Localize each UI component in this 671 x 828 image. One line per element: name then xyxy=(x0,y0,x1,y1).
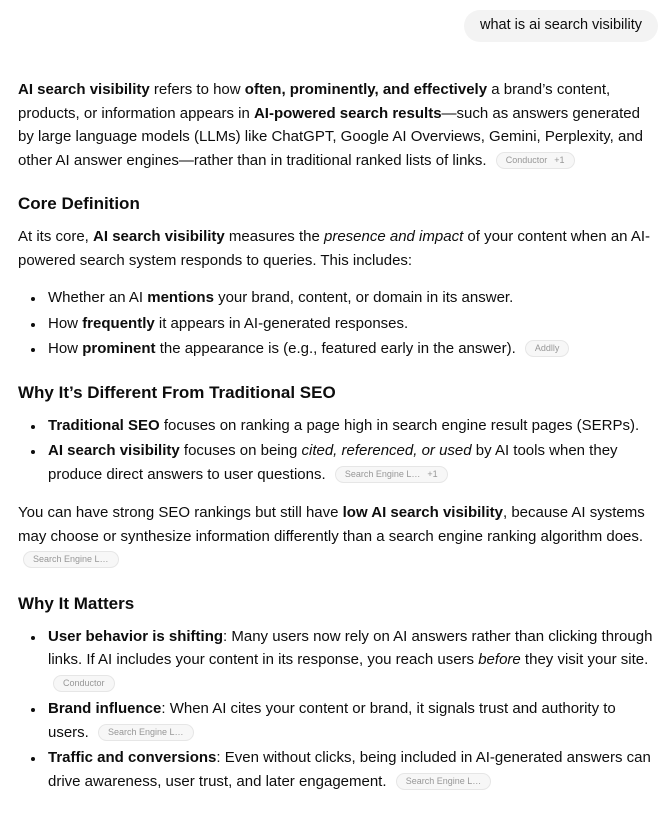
text-run: Traditional SEO xyxy=(48,416,160,434)
user-message-bubble: what is ai search visibility xyxy=(464,10,658,42)
citation-source-label: Conductor xyxy=(63,677,105,688)
text-run: presence and impact xyxy=(323,228,464,246)
text-run: AI-powered search results xyxy=(253,104,442,122)
assistant-message xyxy=(18,78,653,793)
list-item xyxy=(45,414,653,437)
bullet-list xyxy=(18,625,653,793)
text-run: User behavior is shifting xyxy=(48,627,224,645)
text-run: —such as answers generated by large language models (LLMs) like ChatGPT, Google AI Overviews, Gemini, Perplexity, and other AI answer engines—rather than in traditional ranked lists of links. xyxy=(18,104,644,169)
citation-source-label: Search Engine L… xyxy=(108,726,184,737)
text-run: refers to how xyxy=(149,81,245,99)
list-item xyxy=(45,625,653,695)
text-run: measures the xyxy=(224,228,324,246)
citation-source-label: Search Engine L… xyxy=(344,468,421,479)
text-run: Brand influence xyxy=(48,700,162,718)
text-run: mentions xyxy=(147,289,214,307)
citation-source-label: Search Engine L… xyxy=(33,554,109,565)
list-item xyxy=(45,337,653,360)
list-item xyxy=(45,312,653,335)
citation-badge[interactable] xyxy=(396,773,492,790)
citation-source-label: Addlly xyxy=(534,343,560,354)
text-run: it appears in AI-generated responses. xyxy=(154,314,409,332)
text-run: prominent xyxy=(82,340,156,358)
citation-source-label: Search Engine L… xyxy=(405,775,482,786)
text-run: AI search visibility xyxy=(18,81,150,99)
citation-badge[interactable] xyxy=(98,724,194,741)
paragraph xyxy=(18,78,653,172)
text-run: At its core, xyxy=(18,228,94,246)
citation-badge[interactable] xyxy=(335,466,448,483)
text-run: focuses on being xyxy=(179,442,302,460)
list-item xyxy=(45,697,653,744)
citation-count: +1 xyxy=(554,154,565,165)
bullet-list xyxy=(18,286,653,360)
text-run: You can have strong SEO rankings but still have xyxy=(18,504,343,522)
text-run: AI search visibility xyxy=(93,228,225,246)
text-run: frequently xyxy=(82,314,155,332)
text-run: : Even without clicks, being included in AI-generated answers can drive awareness, user trust, and later engagement. xyxy=(48,749,651,790)
text-run: a brand’s content, products, or information appears in xyxy=(18,81,611,122)
section-heading: Why It’s Different From Traditional SEO xyxy=(18,382,336,402)
text-run: often, prominently, and effectively xyxy=(244,81,488,99)
text-run: cited, referenced, or used xyxy=(301,442,472,460)
citation-badge[interactable] xyxy=(23,551,119,568)
list-item xyxy=(45,286,653,309)
text-run: How xyxy=(48,340,83,358)
list-item xyxy=(45,746,653,793)
text-run: , because AI systems may choose or synthesize information differently than a search engine ranking algorithm does. xyxy=(18,504,645,545)
text-run: before xyxy=(478,651,521,669)
text-run: low AI search visibility xyxy=(342,504,503,522)
section-heading: Core Definition xyxy=(18,194,140,214)
paragraph xyxy=(18,501,653,571)
citation-badge[interactable] xyxy=(53,675,115,692)
section-heading: Why It Matters xyxy=(18,593,135,613)
user-message-row xyxy=(18,10,658,42)
text-run: : When AI cites your content or brand, it signals trust and authority to users. xyxy=(48,700,616,741)
paragraph xyxy=(18,225,653,272)
text-run: of your content when an AI-powered search system responds to queries. This includes: xyxy=(18,228,651,269)
list-item xyxy=(45,439,653,486)
text-run: focuses on ranking a page high in search engine result pages (SERPs). xyxy=(159,416,640,434)
text-run: AI search visibility xyxy=(48,442,180,460)
text-run: they visit your site. xyxy=(520,651,649,669)
bullet-list xyxy=(18,414,653,486)
citation-badge[interactable] xyxy=(525,340,570,357)
text-run: Traffic and conversions xyxy=(48,749,217,767)
citation-count: +1 xyxy=(427,468,438,479)
citation-source-label: Conductor xyxy=(505,154,548,165)
citation-badge[interactable] xyxy=(496,152,575,169)
text-run: : Many users now rely on AI answers rather than clicking through links. If AI includes your content in its response, you reach users xyxy=(48,627,653,669)
text-run: the appearance is (e.g., featured early in the answer). xyxy=(155,340,520,358)
text-run: How xyxy=(48,314,83,332)
text-run: your brand, content, or domain in its answer. xyxy=(213,289,514,307)
text-run: Whether an AI xyxy=(48,289,148,307)
text-run: by AI tools when they produce direct answers to user questions. xyxy=(48,442,618,483)
